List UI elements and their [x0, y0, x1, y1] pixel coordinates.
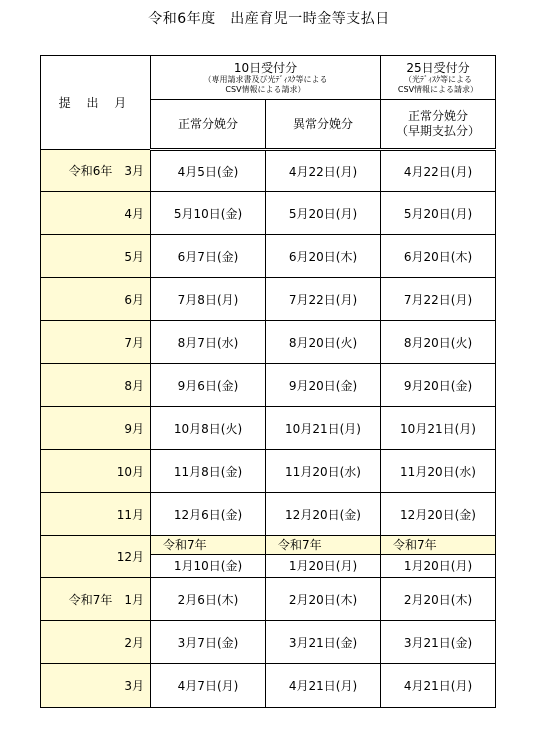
group-25th-note-2: CSV情報による請求）: [397, 84, 479, 94]
group-25th-header: [381, 56, 496, 100]
table-row: [41, 407, 496, 450]
early-date: 10月21日(月): [381, 407, 496, 450]
abnormal-date-cell: [266, 536, 381, 578]
month-label: 1月: [124, 592, 144, 607]
row-month: [41, 536, 151, 578]
abnormal-date: 7月22日(月): [266, 278, 381, 321]
group-25th-note-1: （光ﾃﾞｨｽｸ等による: [404, 74, 472, 84]
normal-early-header-line1: 正常分娩分: [407, 109, 468, 123]
normal-date: 12月6日(金): [151, 493, 266, 536]
normal-date: 8月7日(水): [151, 321, 266, 364]
abnormal-date: 10月21日(月): [266, 407, 381, 450]
early-date: 3月21日(金): [381, 621, 496, 664]
table-row: [41, 536, 496, 578]
early-date: 4月22日(月): [381, 150, 496, 192]
abnormal-date: 11月20日(水): [266, 450, 381, 493]
abnormal-date: 6月20日(木): [266, 235, 381, 278]
table-row: [41, 364, 496, 407]
row-month: [41, 150, 151, 192]
early-date-cell: [381, 536, 496, 578]
abnormal-date: 4月21日(月): [266, 664, 381, 708]
month-label: 11月: [116, 507, 144, 522]
normal-date: 10月8日(火): [151, 407, 266, 450]
early-date: 8月20日(火): [381, 321, 496, 364]
table-row: [41, 664, 496, 708]
abnormal-date: 1月20日(月): [288, 559, 358, 573]
table-row: [41, 621, 496, 664]
era-label: 令和7年: [266, 536, 380, 555]
month-label: 2月: [124, 635, 144, 650]
early-date: 12月20日(金): [381, 493, 496, 536]
row-month: [41, 621, 151, 664]
row-month: [41, 364, 151, 407]
abnormal-date: 4月22日(月): [266, 150, 381, 192]
row-month: [41, 321, 151, 364]
table-row: [41, 278, 496, 321]
month-label: 10月: [116, 464, 144, 479]
row-month: [41, 578, 151, 621]
early-date: 5月20日(月): [381, 192, 496, 235]
early-date: 11月20日(水): [381, 450, 496, 493]
era-label: 令和7年: [151, 536, 265, 555]
normal-early-header-line2: （早期支払分）: [395, 124, 480, 138]
row-month: [41, 450, 151, 493]
normal-date: 11月8日(金): [151, 450, 266, 493]
normal-date: 5月10日(金): [151, 192, 266, 235]
month-label: 3月: [124, 679, 144, 693]
normal-date: 9月6日(金): [151, 364, 266, 407]
group-10th-header: [151, 56, 381, 100]
normal-date: 1月10日(金): [173, 559, 243, 573]
normal-date: 4月5日(金): [151, 150, 266, 192]
row-month: [41, 407, 151, 450]
table-row: [41, 150, 496, 192]
month-label: 5月: [124, 249, 144, 264]
group-25th-title: 25日受付分: [406, 60, 470, 75]
early-date: 4月21日(月): [381, 664, 496, 708]
row-month: [41, 192, 151, 235]
abnormal-date: 5月20日(月): [266, 192, 381, 235]
group-10th-note-2: CSV情報による請求）: [225, 84, 306, 94]
month-year-prefix: 令和6年: [68, 164, 113, 178]
table-row: [41, 578, 496, 621]
row-month: [41, 278, 151, 321]
month-year-prefix: 令和7年: [68, 592, 113, 607]
group-10th-note-1: （専用請求書及び光ﾃﾞｨｽｸ等による: [203, 74, 328, 84]
normal-date: 3月7日(金): [151, 621, 266, 664]
month-label: 9月: [124, 421, 144, 436]
table-row: [41, 450, 496, 493]
table-row: [41, 235, 496, 278]
normal-date: 7月8日(月): [151, 278, 266, 321]
early-date: 2月20日(木): [381, 578, 496, 621]
normal-date-cell: [151, 536, 266, 578]
month-label: 6月: [124, 292, 144, 307]
abnormal-date: 8月20日(火): [266, 321, 381, 364]
normal-date: 2月6日(木): [151, 578, 266, 621]
normal-delivery-header: 正常分娩分: [151, 100, 266, 150]
early-date: 6月20日(木): [381, 235, 496, 278]
normal-early-header: [381, 100, 496, 150]
row-month: [41, 235, 151, 278]
table-row: [41, 192, 496, 235]
abnormal-date: 9月20日(金): [266, 364, 381, 407]
page-title: 令和6年度 出産育児一時金等支払日: [148, 11, 390, 27]
row-month: [41, 493, 151, 536]
month-label: 4月: [124, 206, 144, 221]
normal-date: 4月7日(月): [151, 664, 266, 708]
abnormal-date: 3月21日(金): [266, 621, 381, 664]
abnormal-date: 12月20日(金): [266, 493, 381, 536]
early-date: 9月20日(金): [381, 364, 496, 407]
abnormal-delivery-header: 異常分娩分: [266, 100, 381, 150]
group-10th-title: 10日受付分: [233, 60, 298, 75]
early-date: 7月22日(月): [381, 278, 496, 321]
table-row: [41, 493, 496, 536]
normal-date: 6月7日(金): [151, 235, 266, 278]
payment-schedule-table: [40, 55, 496, 708]
month-label: 3月: [124, 164, 144, 178]
abnormal-date: 2月20日(木): [266, 578, 381, 621]
table-row: [41, 321, 496, 364]
row-month: [41, 664, 151, 708]
submission-month-header: 提 出 月: [41, 56, 151, 150]
month-label: 8月: [124, 378, 144, 393]
month-label: 12月: [116, 550, 144, 564]
era-label: 令和7年: [381, 536, 495, 555]
month-label: 7月: [124, 335, 144, 350]
early-date: 1月20日(月): [403, 559, 473, 573]
